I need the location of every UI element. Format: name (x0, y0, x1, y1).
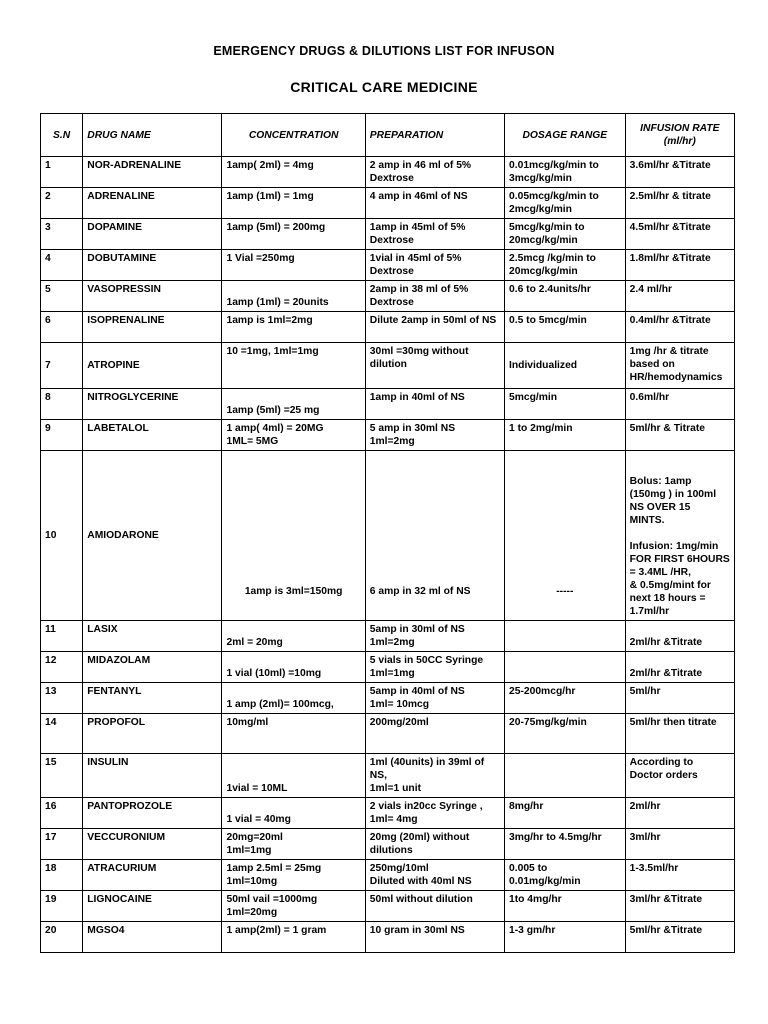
cell-concentration: 2ml = 20mg (222, 621, 365, 652)
cell-drug-name: ATROPINE (83, 343, 222, 389)
cell-preparation: 5amp in 30ml of NS 1ml=2mg (365, 621, 504, 652)
cell-infusion-rate: 5ml/hr (625, 683, 734, 714)
cell-sn: 3 (41, 219, 83, 250)
cell-concentration: 1 Vial =250mg (222, 250, 365, 281)
cell-sn: 12 (41, 652, 83, 683)
cell-infusion-rate: 1-3.5ml/hr (625, 860, 734, 891)
cell-concentration: 1vial = 10ML (222, 754, 365, 798)
cell-sn: 11 (41, 621, 83, 652)
cell-infusion-rate: 4.5ml/hr &Titrate (625, 219, 734, 250)
cell-concentration: 50ml vail =1000mg 1ml=20mg (222, 891, 365, 922)
cell-dosage-range: 0.6 to 2.4units/hr (505, 281, 626, 312)
table-row (41, 860, 735, 891)
cell-preparation: 20mg (20ml) without dilutions (365, 829, 504, 860)
cell-infusion-rate: 3ml/hr (625, 829, 734, 860)
cell-preparation: 1ml (40units) in 39ml of NS, 1ml=1 unit (365, 754, 504, 798)
cell-concentration: 1amp (1ml) = 20units (222, 281, 365, 312)
cell-sn: 19 (41, 891, 83, 922)
cell-preparation: Dilute 2amp in 50ml of NS (365, 312, 504, 343)
cell-infusion-rate: 2ml/hr (625, 798, 734, 829)
cell-dosage-range: 8mg/hr (505, 798, 626, 829)
table-row (41, 922, 735, 953)
cell-drug-name: ADRENALINE (83, 188, 222, 219)
cell-infusion-rate: 5ml/hr then titrate (625, 714, 734, 754)
cell-concentration: 1amp (5ml) = 200mg (222, 219, 365, 250)
cell-infusion-rate: 1.8ml/hr &Titrate (625, 250, 734, 281)
cell-drug-name: PROPOFOL (83, 714, 222, 754)
cell-sn: 2 (41, 188, 83, 219)
cell-drug-name: DOBUTAMINE (83, 250, 222, 281)
cell-dosage-range: 1to 4mg/hr (505, 891, 626, 922)
cell-dosage-range: 3mg/hr to 4.5mg/hr (505, 829, 626, 860)
cell-drug-name: ISOPRENALINE (83, 312, 222, 343)
cell-preparation: 1vial in 45ml of 5% Dextrose (365, 250, 504, 281)
document-subtitle: CRITICAL CARE MEDICINE (290, 79, 478, 95)
cell-drug-name: PANTOPROZOLE (83, 798, 222, 829)
cell-concentration: 1 amp (2ml)= 100mcg, (222, 683, 365, 714)
cell-preparation: 2 amp in 46 ml of 5% Dextrose (365, 157, 504, 188)
cell-infusion-rate: 1mg /hr & titrate based on HR/hemodynamics (625, 343, 734, 389)
cell-dosage-range (505, 621, 626, 652)
cell-preparation: 5 vials in 50CC Syringe 1ml=1mg (365, 652, 504, 683)
cell-infusion-rate: 5ml/hr &Titrate (625, 922, 734, 953)
cell-drug-name: DOPAMINE (83, 219, 222, 250)
cell-drug-name: VECCURONIUM (83, 829, 222, 860)
cell-concentration: 1amp 2.5ml = 25mg 1ml=10mg (222, 860, 365, 891)
cell-infusion-rate: 2.5ml/hr & titrate (625, 188, 734, 219)
cell-sn: 18 (41, 860, 83, 891)
cell-concentration: 1 vial (10ml) =10mg (222, 652, 365, 683)
cell-dosage-range: 2.5mcg /kg/min to 20mcg/kg/min (505, 250, 626, 281)
cell-dosage-range: 25-200mcg/hr (505, 683, 626, 714)
cell-sn: 17 (41, 829, 83, 860)
table-row (41, 312, 735, 343)
cell-dosage-range: 0.05mcg/kg/min to 2mcg/kg/min (505, 188, 626, 219)
cell-sn: 7 (41, 343, 83, 389)
cell-sn: 6 (41, 312, 83, 343)
cell-drug-name: NOR-ADRENALINE (83, 157, 222, 188)
cell-drug-name: INSULIN (83, 754, 222, 798)
cell-drug-name: AMIODARONE (83, 451, 222, 621)
table-header-row (41, 114, 735, 157)
document-title: EMERGENCY DRUGS & DILUTIONS LIST FOR INFUSON (213, 44, 555, 58)
table-row (41, 829, 735, 860)
cell-infusion-rate: 3ml/hr &Titrate (625, 891, 734, 922)
cell-dosage-range: ----- (505, 451, 626, 621)
cell-concentration: 10mg/ml (222, 714, 365, 754)
cell-concentration: 1amp (1ml) = 1mg (222, 188, 365, 219)
cell-infusion-rate: 5ml/hr & Titrate (625, 420, 734, 451)
cell-preparation: 5 amp in 30ml NS 1ml=2mg (365, 420, 504, 451)
cell-infusion-rate: 0.4ml/hr &Titrate (625, 312, 734, 343)
cell-preparation: 6 amp in 32 ml of NS (365, 451, 504, 621)
cell-dosage-range: 0.005 to 0.01mg/kg/min (505, 860, 626, 891)
cell-drug-name: LIGNOCAINE (83, 891, 222, 922)
cell-drug-name: ATRACURIUM (83, 860, 222, 891)
table-row (41, 621, 735, 652)
cell-drug-name: NITROGLYCERINE (83, 389, 222, 420)
table-row (41, 219, 735, 250)
table-row (41, 157, 735, 188)
cell-drug-name: FENTANYL (83, 683, 222, 714)
cell-drug-name: MIDAZOLAM (83, 652, 222, 683)
table-row (41, 420, 735, 451)
table-row (41, 250, 735, 281)
table-row (41, 451, 735, 621)
table-row (41, 798, 735, 829)
cell-dosage-range: 5mcg/min (505, 389, 626, 420)
cell-concentration: 1amp (5ml) =25 mg (222, 389, 365, 420)
cell-dosage-range: Individualized (505, 343, 626, 389)
table-row (41, 389, 735, 420)
cell-sn: 5 (41, 281, 83, 312)
table-row (41, 188, 735, 219)
cell-preparation: 1amp in 40ml of NS (365, 389, 504, 420)
cell-sn: 14 (41, 714, 83, 754)
table-row (41, 281, 735, 312)
cell-concentration: 1amp is 1ml=2mg (222, 312, 365, 343)
header-drug-name: DRUG NAME (83, 114, 222, 157)
cell-preparation: 2amp in 38 ml of 5% Dextrose (365, 281, 504, 312)
cell-dosage-range: 20-75mg/kg/min (505, 714, 626, 754)
cell-drug-name: MGSO4 (83, 922, 222, 953)
cell-preparation: 30ml =30mg without dilution (365, 343, 504, 389)
cell-sn: 1 (41, 157, 83, 188)
cell-preparation: 4 amp in 46ml of NS (365, 188, 504, 219)
cell-sn: 9 (41, 420, 83, 451)
cell-preparation: 200mg/20ml (365, 714, 504, 754)
table-row (41, 652, 735, 683)
table-row (41, 683, 735, 714)
table-row (41, 714, 735, 754)
cell-infusion-rate: 0.6ml/hr (625, 389, 734, 420)
cell-drug-name: LASIX (83, 621, 222, 652)
header-sn: S.N (41, 114, 83, 157)
cell-dosage-range: 1-3 gm/hr (505, 922, 626, 953)
cell-concentration: 1 amp(2ml) = 1 gram (222, 922, 365, 953)
cell-preparation: 10 gram in 30ml NS (365, 922, 504, 953)
cell-drug-name: LABETALOL (83, 420, 222, 451)
header-preparation: PREPARATION (365, 114, 504, 157)
cell-sn: 4 (41, 250, 83, 281)
cell-infusion-rate: 2ml/hr &Titrate (625, 652, 734, 683)
cell-infusion-rate: Bolus: 1amp (150mg ) in 100ml NS OVER 15 MINTS. Infusion: 1mg/min FOR FIRST 6HOURS = 3.4ML /HR, & 0.5mg/mint for next 18 hours = 1.7ml/hr (625, 451, 734, 621)
header-infusion-rate: INFUSION RATE (ml/hr) (625, 114, 734, 157)
table-row (41, 891, 735, 922)
header-concentration: CONCENTRATION (222, 114, 365, 157)
cell-concentration: 1 amp( 4ml) = 20MG 1ML= 5MG (222, 420, 365, 451)
cell-dosage-range (505, 754, 626, 798)
cell-dosage-range (505, 652, 626, 683)
drugs-table (40, 113, 735, 953)
cell-preparation: 2 vials in20cc Syringe , 1ml= 4mg (365, 798, 504, 829)
cell-sn: 20 (41, 922, 83, 953)
cell-concentration: 1amp is 3ml=150mg (222, 451, 365, 621)
table-row (41, 343, 735, 389)
cell-dosage-range: 5mcg/kg/min to 20mcg/kg/min (505, 219, 626, 250)
cell-sn: 15 (41, 754, 83, 798)
cell-preparation: 50ml without dilution (365, 891, 504, 922)
cell-dosage-range: 0.01mcg/kg/min to 3mcg/kg/min (505, 157, 626, 188)
cell-infusion-rate: 2ml/hr &Titrate (625, 621, 734, 652)
cell-concentration: 1amp( 2ml) = 4mg (222, 157, 365, 188)
cell-sn: 10 (41, 451, 83, 621)
cell-infusion-rate: 2.4 ml/hr (625, 281, 734, 312)
cell-infusion-rate: According to Doctor orders (625, 754, 734, 798)
cell-preparation: 5amp in 40ml of NS 1ml= 10mcg (365, 683, 504, 714)
cell-concentration: 1 vial = 40mg (222, 798, 365, 829)
cell-concentration: 10 =1mg, 1ml=1mg (222, 343, 365, 389)
cell-sn: 16 (41, 798, 83, 829)
cell-concentration: 20mg=20ml 1ml=1mg (222, 829, 365, 860)
table-row (41, 754, 735, 798)
cell-dosage-range: 1 to 2mg/min (505, 420, 626, 451)
cell-preparation: 1amp in 45ml of 5% Dextrose (365, 219, 504, 250)
cell-sn: 8 (41, 389, 83, 420)
cell-sn: 13 (41, 683, 83, 714)
header-dosage-range: DOSAGE RANGE (505, 114, 626, 157)
cell-preparation: 250mg/10ml Diluted with 40ml NS (365, 860, 504, 891)
cell-drug-name: VASOPRESSIN (83, 281, 222, 312)
cell-dosage-range: 0.5 to 5mcg/min (505, 312, 626, 343)
cell-infusion-rate: 3.6ml/hr &Titrate (625, 157, 734, 188)
